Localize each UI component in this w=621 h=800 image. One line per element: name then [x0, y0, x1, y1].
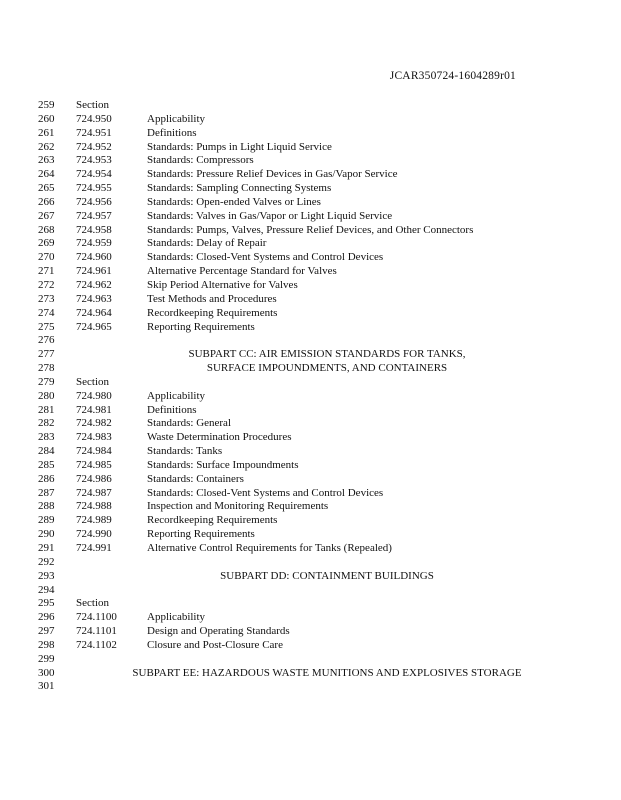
subpart-heading: SUBPART DD: CONTAINMENT BUILDINGS	[220, 569, 434, 582]
section-title: Standards: Pressure Relief Devices in Gas/Vapor Service	[147, 168, 398, 181]
line-number: 297	[38, 625, 55, 638]
text-line	[38, 528, 578, 542]
section-number: 724.985	[76, 458, 112, 471]
section-title: Standards: Pumps, Valves, Pressure Relief Devices, and Other Connectors	[147, 223, 474, 236]
text-line	[38, 653, 578, 667]
line-number: 283	[38, 431, 55, 444]
text-line	[38, 376, 578, 390]
text-line	[38, 431, 578, 445]
section-number: 724.990	[76, 528, 112, 541]
text-line	[38, 362, 578, 376]
line-number: 268	[38, 223, 55, 236]
section-title: Standards: Surface Impoundments	[147, 458, 299, 471]
section-number: 724.955	[76, 182, 112, 195]
section-title: Applicability	[147, 389, 206, 402]
section-number: Section	[76, 597, 109, 610]
section-title: Standards: Tanks	[147, 445, 223, 458]
line-number: 286	[38, 472, 55, 485]
line-number: 267	[38, 209, 55, 222]
text-line	[38, 334, 578, 348]
section-number: 724.987	[76, 486, 112, 499]
text-line	[38, 556, 578, 570]
section-title: Definitions	[147, 403, 197, 416]
text-line	[38, 597, 578, 611]
text-line	[38, 445, 578, 459]
line-list	[38, 99, 578, 694]
section-number: 724.957	[76, 209, 112, 222]
text-line	[38, 667, 578, 681]
text-line	[38, 404, 578, 418]
section-number: 724.1100	[76, 611, 117, 624]
section-title: Standards: Closed-Vent Systems and Control Devices	[147, 486, 384, 499]
section-title: Standards: Open-ended Valves or Lines	[147, 195, 321, 208]
text-line	[38, 639, 578, 653]
text-line	[38, 417, 578, 431]
section-number: 724.982	[76, 417, 112, 430]
section-number: Section	[76, 375, 109, 388]
section-number: 724.984	[76, 445, 112, 458]
section-number: 724.959	[76, 237, 112, 250]
section-number: 724.964	[76, 306, 112, 319]
text-line	[38, 473, 578, 487]
text-line	[38, 210, 578, 224]
text-line	[38, 487, 578, 501]
line-number: 284	[38, 445, 55, 458]
section-number: 724.952	[76, 140, 112, 153]
text-line	[38, 348, 578, 362]
section-title: Standards: Compressors	[147, 154, 254, 167]
line-number: 271	[38, 265, 55, 278]
section-number: 724.965	[76, 320, 112, 333]
text-line	[38, 279, 578, 293]
text-line	[38, 99, 578, 113]
section-title: Test Methods and Procedures	[147, 292, 277, 305]
section-number: 724.962	[76, 278, 112, 291]
section-number: Section	[76, 99, 109, 111]
line-number: 270	[38, 251, 55, 264]
line-number: 301	[38, 680, 55, 693]
text-line	[38, 168, 578, 182]
text-line	[38, 500, 578, 514]
section-title: Applicability	[147, 112, 206, 125]
section-number: 724.950	[76, 112, 112, 125]
line-number: 279	[38, 375, 55, 388]
line-number: 278	[38, 362, 55, 375]
section-title: Standards: Sampling Connecting Systems	[147, 182, 332, 195]
line-number: 280	[38, 389, 55, 402]
section-title: Applicability	[147, 611, 206, 624]
text-line	[38, 459, 578, 473]
line-number: 274	[38, 306, 55, 319]
text-line	[38, 113, 578, 127]
line-number: 298	[38, 638, 55, 651]
line-number: 264	[38, 168, 55, 181]
text-line	[38, 182, 578, 196]
section-title: Definitions	[147, 126, 197, 139]
line-number: 273	[38, 292, 55, 305]
section-number: 724.1102	[76, 638, 117, 651]
section-number: 724.954	[76, 168, 112, 181]
text-line	[38, 265, 578, 279]
line-number: 282	[38, 417, 55, 430]
section-number: 724.963	[76, 292, 112, 305]
line-number: 288	[38, 500, 55, 513]
line-number: 287	[38, 486, 55, 499]
subpart-heading: SURFACE IMPOUNDMENTS, AND CONTAINERS	[206, 362, 448, 375]
line-number: 266	[38, 195, 55, 208]
text-line	[38, 514, 578, 528]
text-line	[38, 584, 578, 598]
line-number: 293	[38, 569, 55, 582]
text-line	[38, 307, 578, 321]
line-number: 291	[38, 542, 55, 554]
text-line	[38, 680, 578, 694]
section-number: 724.958	[76, 223, 112, 236]
section-title: Alternative Control Requirements for Tanks (Repealed)	[147, 542, 392, 554]
section-number: 724.961	[76, 265, 112, 278]
line-number: 289	[38, 514, 55, 527]
section-title: Standards: Delay of Repair	[147, 237, 267, 250]
text-line	[38, 611, 578, 625]
section-number: 724.960	[76, 251, 112, 264]
line-number: 285	[38, 458, 55, 471]
section-title: Standards: General	[147, 417, 231, 430]
line-number: 300	[38, 666, 55, 679]
line-number: 265	[38, 182, 55, 195]
line-number: 277	[38, 348, 55, 361]
subpart-heading: SUBPART CC: AIR EMISSION STANDARDS FOR TANKS,	[188, 348, 466, 361]
line-number: 295	[38, 597, 55, 610]
section-number: 724.989	[76, 514, 112, 527]
text-line	[38, 390, 578, 404]
line-number: 272	[38, 278, 55, 291]
line-number: 299	[38, 652, 55, 665]
document-id: JCAR350724-1604289r01	[389, 70, 516, 82]
line-number: 262	[38, 140, 55, 153]
section-number: 724.991	[76, 542, 112, 554]
subpart-heading: SUBPART EE: HAZARDOUS WASTE MUNITIONS AND EXPLOSIVES STORAGE	[132, 666, 522, 679]
text-line	[38, 154, 578, 168]
line-number: 296	[38, 611, 55, 624]
section-number: 724.951	[76, 126, 112, 139]
section-number: 724.983	[76, 431, 112, 444]
text-line	[38, 293, 578, 307]
section-title: Recordkeeping Requirements	[147, 306, 278, 319]
text-line	[38, 141, 578, 155]
text-line	[38, 251, 578, 265]
line-number: 275	[38, 320, 55, 333]
text-line	[38, 196, 578, 210]
text-line	[38, 570, 578, 584]
section-number: 724.953	[76, 154, 112, 167]
section-title: Standards: Pumps in Light Liquid Service	[147, 140, 332, 153]
line-number: 260	[38, 112, 55, 125]
section-number: 724.988	[76, 500, 112, 513]
section-number: 724.956	[76, 195, 112, 208]
section-title: Inspection and Monitoring Requirements	[147, 500, 329, 513]
text-line	[38, 127, 578, 141]
text-line	[38, 224, 578, 238]
section-title: Standards: Closed-Vent Systems and Control Devices	[147, 251, 384, 264]
line-number: 290	[38, 528, 55, 541]
section-title: Reporting Requirements	[147, 528, 255, 541]
section-title: Closure and Post-Closure Care	[147, 638, 283, 651]
line-number: 263	[38, 154, 55, 167]
section-number: 724.986	[76, 472, 112, 485]
section-title: Design and Operating Standards	[147, 625, 290, 638]
line-number: 276	[38, 334, 55, 347]
section-title: Waste Determination Procedures	[147, 431, 292, 444]
section-number: 724.980	[76, 389, 112, 402]
section-title: Alternative Percentage Standard for Valves	[147, 265, 337, 278]
line-number: 292	[38, 555, 55, 568]
line-number: 269	[38, 237, 55, 250]
section-title: Standards: Containers	[147, 472, 244, 485]
text-line	[38, 321, 578, 335]
line-number: 294	[38, 583, 55, 596]
section-number: 724.981	[76, 403, 112, 416]
section-number: 724.1101	[76, 625, 117, 638]
text-line	[38, 625, 578, 639]
section-title: Reporting Requirements	[147, 320, 255, 333]
section-title: Skip Period Alternative for Valves	[147, 278, 298, 291]
text-line	[38, 237, 578, 251]
line-number: 281	[38, 403, 55, 416]
section-title: Standards: Valves in Gas/Vapor or Light Liquid Service	[147, 209, 393, 222]
line-number: 259	[38, 99, 55, 111]
line-number: 261	[38, 126, 55, 139]
section-title: Recordkeeping Requirements	[147, 514, 278, 527]
text-line	[38, 542, 578, 556]
